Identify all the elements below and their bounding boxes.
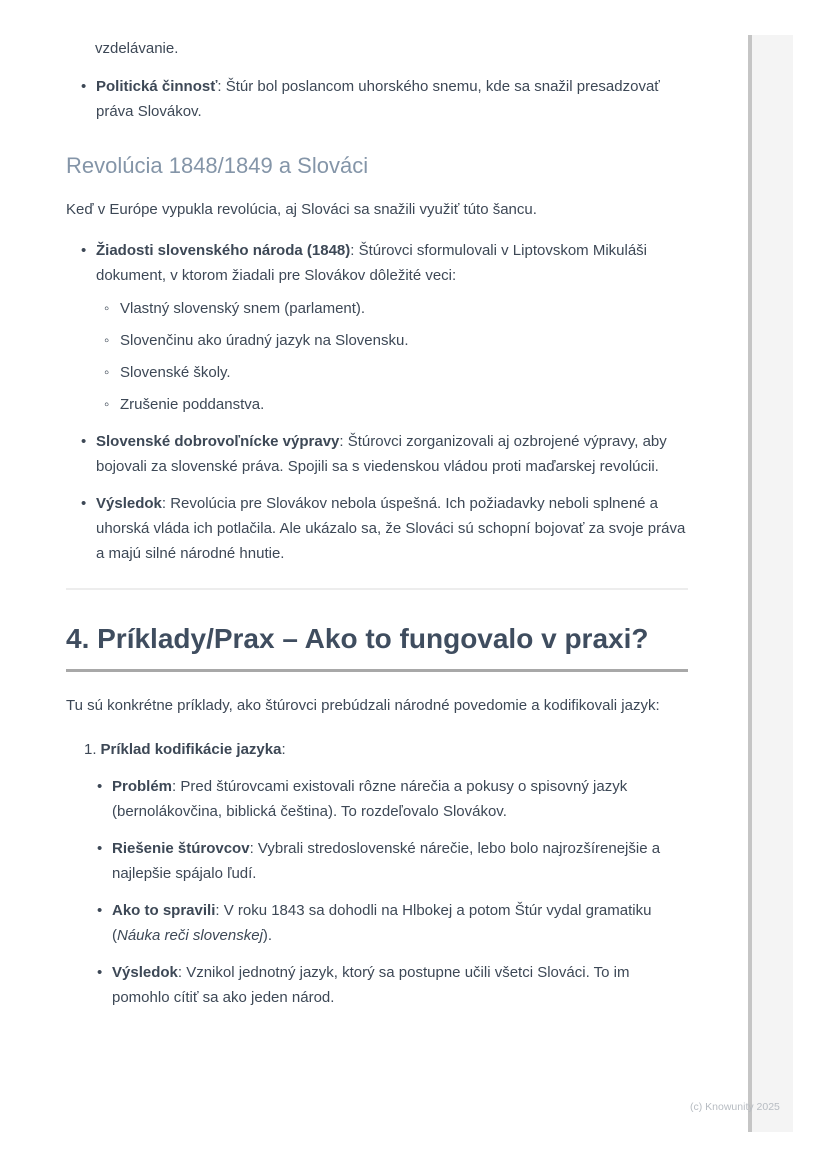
list-item-text: : Štúr bol poslancom uhorského snemu, kde sa snažil presadzovať práva Slovákov. <box>96 78 660 120</box>
list-item-vysledok <box>96 491 688 566</box>
main-heading-priklady: 4. Príklady/Prax – Ako to fungovalo v praxi? <box>66 623 649 654</box>
sub-list-item: ◦ Vlastný slovenský snem (parlament). <box>120 296 688 321</box>
list-item-label: Výsledok <box>112 964 178 981</box>
numbered-item-colon: : <box>281 741 286 758</box>
examples-bullet-list <box>82 774 688 1010</box>
section-divider <box>66 588 688 590</box>
document-content <box>66 36 688 1010</box>
copyright-footer: (c) Knowunity 2025 <box>690 1101 780 1113</box>
list-item-riesenie <box>112 836 688 886</box>
list-item-text: : Štúrovci sformulovali v Liptovskom Mikuláši dokument, v ktorom žiadali pre Slovákov dôležité veci: <box>96 242 648 284</box>
numbered-item-label: Príklad kodifikácie jazyka <box>100 741 282 758</box>
scrollbar-edge-line <box>748 35 752 1132</box>
list-item-label: Riešenie štúrovcov <box>112 840 250 857</box>
list-item-label: Slovenské dobrovoľnícke výpravy <box>96 433 340 450</box>
stur-bullet-list <box>66 74 688 124</box>
list-item-label: Politická činnosť <box>96 78 218 95</box>
list-item-text: : Vybrali stredoslovenské nárečie, lebo bolo najrozšírenejšie a najlepšie spájalo ľudí. <box>112 840 661 882</box>
list-item-ziadosti <box>96 238 688 417</box>
list-item-vysledok-2 <box>112 960 688 1010</box>
list-item-text: ). <box>262 927 273 944</box>
revolution-bullet-list <box>66 238 688 566</box>
list-item-text: : Revolúcia pre Slovákov nebola úspešná. Ich požiadavky neboli splnené a uhorská vláda ich potlačila. Ale ukázalo sa, že Slováci sú schopní bojovať za svoje práva a majú silné národné hnutie. <box>96 495 686 562</box>
list-item-label: Ako to spravili <box>112 902 216 919</box>
list-item-label: Výsledok <box>96 495 162 512</box>
list-item-ako-to-spravili <box>112 898 688 948</box>
list-item-text: : Štúrovci zorganizovali aj ozbrojené výpravy, aby bojovali za slovenské práva. Spojili sa s viedenskou vládou proti maďarskej revolúcii. <box>96 433 667 475</box>
list-item-label: Problém <box>112 778 173 795</box>
list-item-problem <box>112 774 688 824</box>
list-item-vypravy <box>96 429 688 479</box>
book-title-italic: Náuka reči slovenskej <box>117 927 263 944</box>
numbered-item-number: 1. <box>84 741 97 758</box>
numbered-item-kodifikacia <box>84 737 688 762</box>
list-continuation-text: vzdelávanie. <box>95 40 179 57</box>
sub-list-item: ◦ Slovenčinu ako úradný jazyk na Slovensku. <box>120 328 688 353</box>
section-heading-revolucia: Revolúcia 1848/1849 a Slováci <box>66 153 369 178</box>
list-item-text: : Vznikol jednotný jazyk, ktorý sa postupne učili všetci Slováci. To im pomohlo cítiť sa ako jeden národ. <box>112 964 630 1006</box>
list-item-text: : Pred štúrovcami existovali rôzne nárečia a pokusy o spisovný jazyk (bernolákovčina, biblická čeština). To rozdeľovalo Slovákov. <box>112 778 628 820</box>
revolution-intro-paragraph: Keď v Európe vypukla revolúcia, aj Slováci sa snažili využiť túto šancu. <box>66 201 537 218</box>
list-item-text: : V roku 1843 sa dohodli na Hlbokej a potom Štúr vydal gramatiku ( <box>112 902 652 944</box>
list-item-label: Žiadosti slovenského národa (1848) <box>96 242 351 259</box>
list-item-politicka-cinnost <box>96 74 688 124</box>
examples-intro-paragraph: Tu sú konkrétne príklady, ako štúrovci prebúdzali národné povedomie a kodifikovali jazyk: <box>66 697 660 714</box>
sub-list-item: ◦ Slovenské školy. <box>120 360 688 385</box>
sub-list-item: ◦ Zrušenie poddanstva. <box>120 392 688 417</box>
scrollbar-track[interactable] <box>748 35 793 1132</box>
main-heading-block <box>66 620 688 672</box>
demands-sub-list <box>96 296 688 417</box>
